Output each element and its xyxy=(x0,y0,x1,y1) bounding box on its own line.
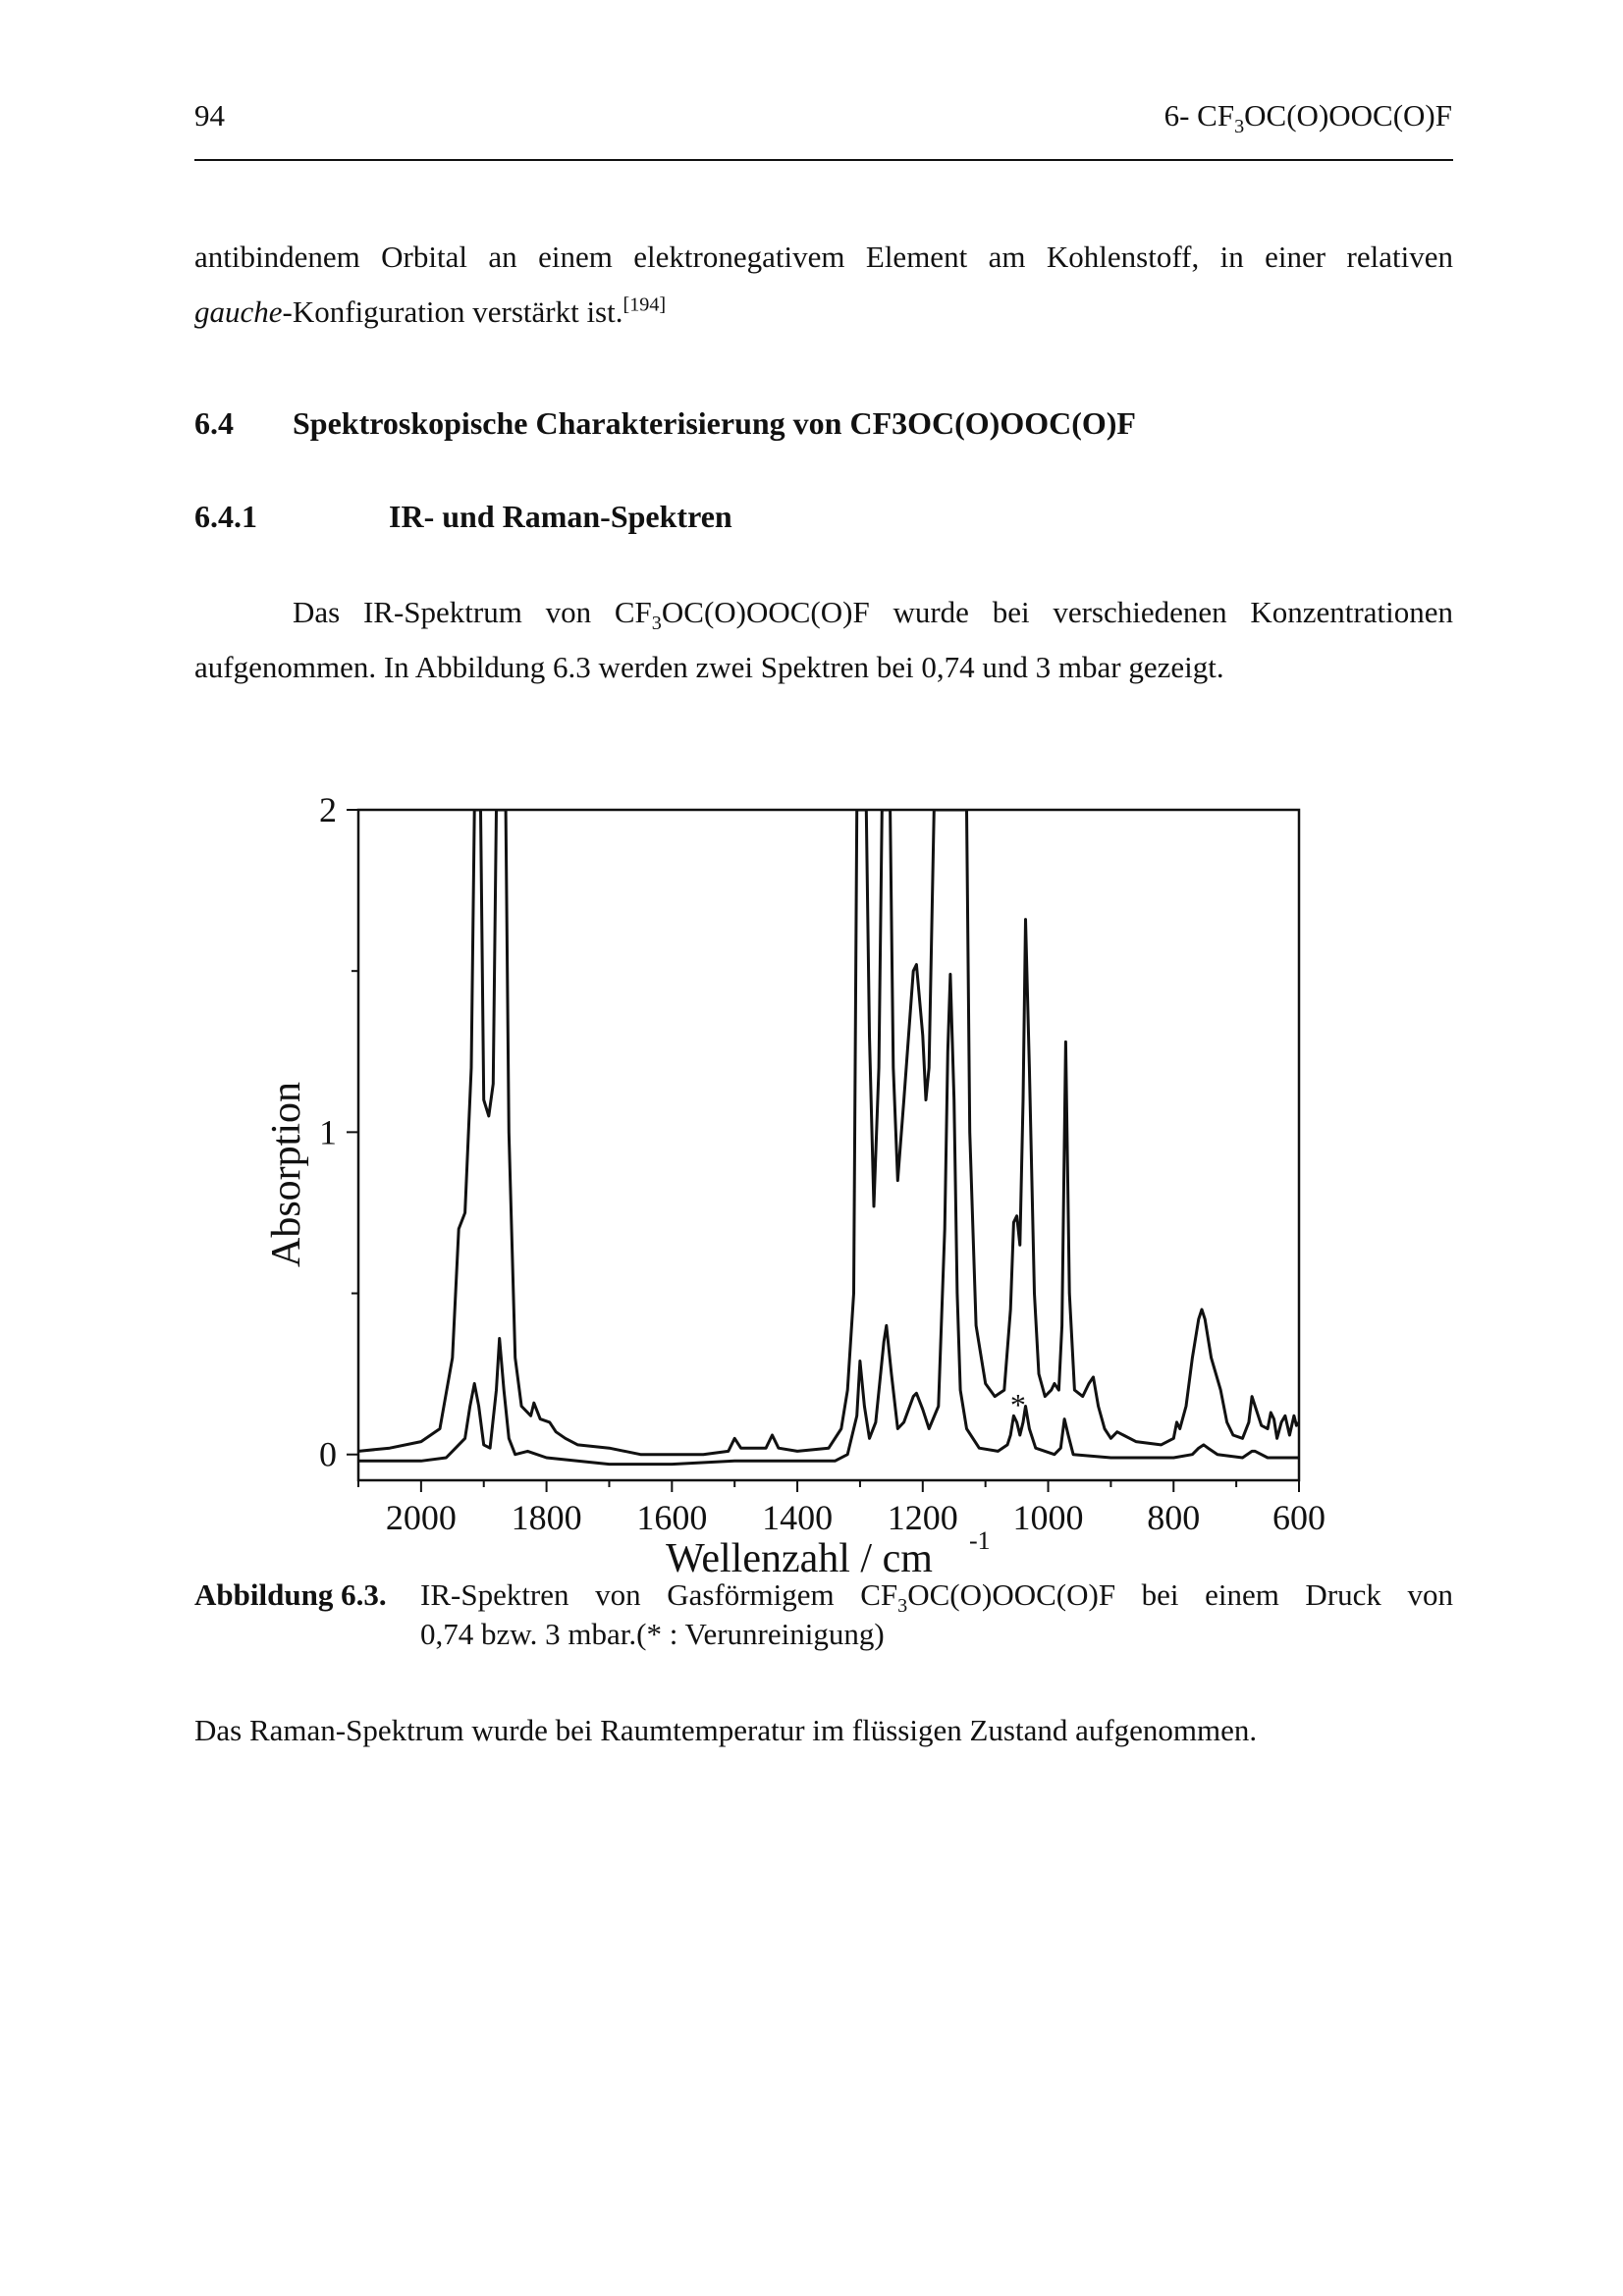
y-axis-label: Absorption xyxy=(264,1082,309,1267)
running-header-suffix: OC(O)OOC(O)F xyxy=(1244,98,1452,133)
x-tick-label: 800 xyxy=(1147,1498,1201,1537)
page-number: 94 xyxy=(194,98,225,133)
spectrum-line-2 xyxy=(358,975,1299,1465)
paragraph-continued xyxy=(194,230,1453,340)
impurity-asterisk: * xyxy=(1009,1386,1026,1422)
y-tick-label: 2 xyxy=(319,790,337,829)
paragraph-text: -Konfiguration verstärkt ist. xyxy=(282,294,623,329)
paragraph-raman: Das Raman-Spektrum wurde bei Raumtemperatur im flüssigen Zustand aufgenommen. xyxy=(194,1713,1258,1747)
running-header-title xyxy=(1163,98,1452,138)
subscript: 3 xyxy=(651,613,662,635)
x-tick-label: 2000 xyxy=(385,1498,457,1537)
subsection-title: IR- und Raman-Spektren xyxy=(389,499,732,534)
running-header-prefix: 6- CF xyxy=(1163,98,1235,133)
header-rule xyxy=(194,159,1453,161)
plot-frame xyxy=(358,810,1299,1480)
paragraph-line: antibindenem Orbital an einem elektronegativem Element am Kohlenstoff, in einer relativen xyxy=(194,240,1453,274)
x-axis-label-superscript: -1 xyxy=(969,1526,991,1555)
citation: [194] xyxy=(622,294,667,316)
caption-text-part: OC(O)OOC(O)F bei einem Druck von xyxy=(907,1577,1453,1612)
section-number: 6.4 xyxy=(194,405,234,441)
subsection-number: 6.4.1 xyxy=(194,499,257,534)
section-title: Spektroskopische Charakterisierung von CF3OC(O)OOC(O)F xyxy=(293,405,1136,441)
y-tick-label: 0 xyxy=(319,1434,337,1474)
caption-subscript: 3 xyxy=(897,1595,908,1618)
y-tick-label: 1 xyxy=(319,1112,337,1152)
paragraph-ir-intro xyxy=(194,585,1453,695)
italic-term: gauche xyxy=(194,294,283,329)
paragraph-text: OC(O)OOC(O)F wurde bei verschiedenen Konzentrationen aufgenommen. In Abbildung 6.3 werden zwei Spektren bei 0,74 und 3 mbar gezeigt. xyxy=(194,595,1453,684)
caption-text-part: IR-Spektren von Gasförmigem CF xyxy=(420,1577,898,1612)
subsection-heading xyxy=(194,499,732,535)
x-tick-label: 1600 xyxy=(636,1498,708,1537)
ir-spectrum-chart xyxy=(0,775,1623,1580)
paragraph-line xyxy=(194,285,1453,340)
x-tick-label: 1000 xyxy=(1012,1498,1084,1537)
paragraph-text: Das IR-Spektrum von CF xyxy=(293,595,652,629)
x-tick-label: 1400 xyxy=(762,1498,834,1537)
x-axis-label: Wellenzahl / cm xyxy=(666,1536,933,1580)
x-tick-label: 1200 xyxy=(887,1498,958,1537)
running-header-subscript: 3 xyxy=(1234,116,1245,138)
caption-text xyxy=(420,1575,1453,1618)
x-tick-label: 1800 xyxy=(511,1498,582,1537)
caption-label: Abbildung 6.3. xyxy=(194,1577,387,1612)
section-heading xyxy=(194,405,1136,442)
caption-line-2: 0,74 bzw. 3 mbar.(* : Verunreinigung) xyxy=(420,1617,885,1651)
x-tick-label: 600 xyxy=(1272,1498,1325,1537)
